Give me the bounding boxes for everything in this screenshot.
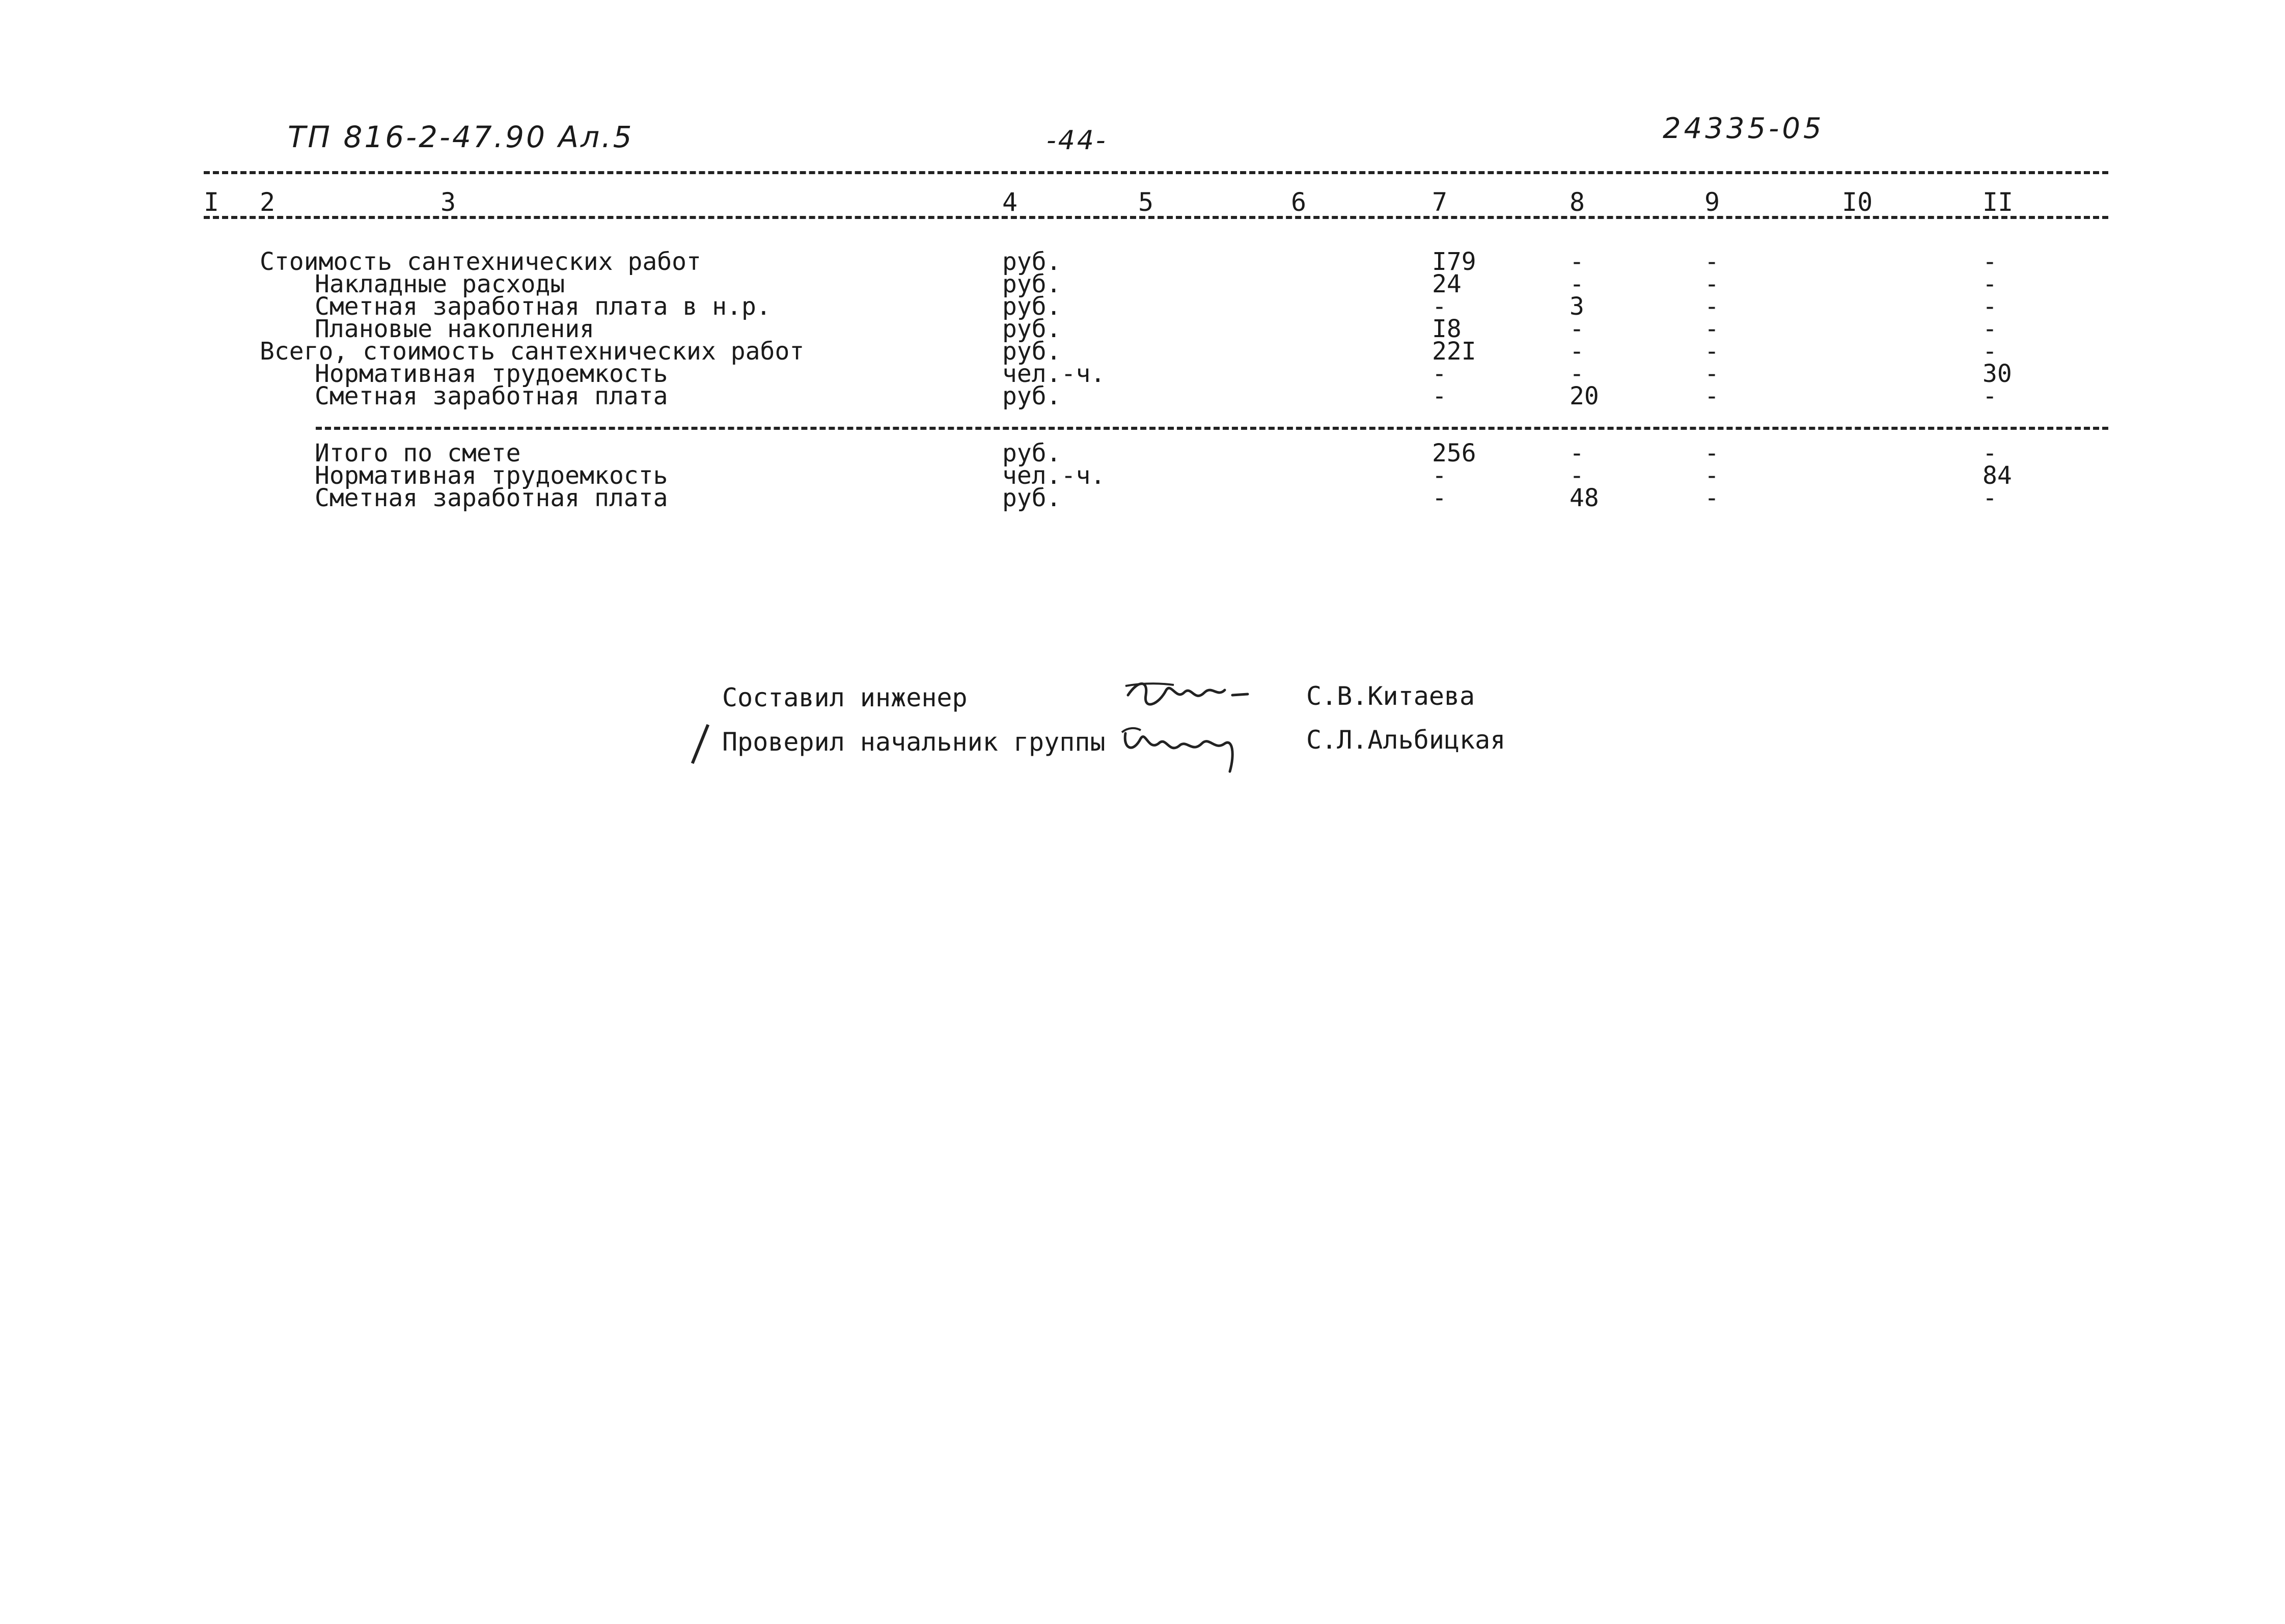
- cell-col11: -: [1983, 484, 1997, 512]
- cell-col8: -: [1570, 337, 1584, 366]
- cell-col8: -: [1570, 360, 1584, 388]
- section-dashed-rule: [316, 427, 2108, 430]
- cell-col7: I8: [1432, 315, 1462, 343]
- cell-col9: -: [1704, 247, 1719, 276]
- cell-col8: 48: [1570, 484, 1599, 512]
- cell-col9: -: [1704, 315, 1719, 343]
- row-label: Плановые накопления: [315, 315, 595, 343]
- cell-col11: -: [1983, 439, 1997, 467]
- row-label: Итого по смете: [315, 439, 521, 467]
- cell-col8: -: [1570, 439, 1584, 467]
- compiled-by-name: С.В.Китаева: [1306, 681, 1475, 711]
- cell-col11: 84: [1983, 461, 2012, 490]
- column-number-10: I0: [1842, 187, 1873, 217]
- cell-col8: 20: [1570, 382, 1599, 410]
- row-label: Сметная заработная плата: [315, 484, 668, 512]
- row-label: Стоимость сантехнических работ: [260, 247, 701, 276]
- row-unit: руб.: [1002, 382, 1061, 410]
- column-number-9: 9: [1704, 187, 1720, 217]
- column-number-5: 5: [1138, 187, 1154, 217]
- row-label: Сметная заработная плата: [315, 382, 668, 410]
- row-label: Нормативная трудоемкость: [315, 461, 668, 490]
- cell-col7: 256: [1432, 439, 1476, 467]
- row-unit: руб.: [1002, 270, 1061, 298]
- cell-col9: -: [1704, 461, 1719, 490]
- cell-col7: 22I: [1432, 337, 1476, 366]
- cell-col11: 30: [1983, 360, 2012, 388]
- row-unit: чел.-ч.: [1002, 461, 1106, 490]
- row-unit: чел.-ч.: [1002, 360, 1106, 388]
- handwritten-signature-2: [1118, 723, 1250, 784]
- cell-col7: -: [1432, 382, 1447, 410]
- cell-col8: -: [1570, 270, 1584, 298]
- cell-col8: -: [1570, 247, 1584, 276]
- header-dashed-rule: [204, 216, 2108, 219]
- column-number-11: II: [1983, 187, 2014, 217]
- row-unit: руб.: [1002, 247, 1061, 276]
- row-label: Всего, стоимость сантехнических работ: [260, 337, 805, 366]
- cell-col9: -: [1704, 337, 1719, 366]
- cell-col7: -: [1432, 461, 1447, 490]
- column-number-4: 4: [1002, 187, 1018, 217]
- compiled-by-role: Составил инженер: [722, 683, 968, 712]
- cell-col7: -: [1432, 292, 1447, 321]
- document-number: 24335-05: [1663, 112, 1825, 145]
- cell-col8: 3: [1570, 292, 1584, 321]
- column-number-8: 8: [1570, 187, 1585, 217]
- row-label: Накладные расходы: [315, 270, 565, 298]
- cell-col9: -: [1704, 270, 1719, 298]
- cell-col11: -: [1983, 292, 1997, 321]
- column-number-3: 3: [441, 187, 456, 217]
- page-number: -44-: [1047, 125, 1108, 156]
- cell-col9: -: [1704, 292, 1719, 321]
- cell-col11: -: [1983, 382, 1997, 410]
- cell-col9: -: [1704, 484, 1719, 512]
- cell-col11: -: [1983, 337, 1997, 366]
- cell-col7: 24: [1432, 270, 1462, 298]
- cell-col11: -: [1983, 315, 1997, 343]
- cell-col7: -: [1432, 360, 1447, 388]
- document-code: ТП 816-2-47.90 Ал.5: [288, 120, 634, 154]
- cell-col9: -: [1704, 382, 1719, 410]
- column-number-7: 7: [1432, 187, 1448, 217]
- column-number-2: 2: [260, 187, 276, 217]
- cell-col11: -: [1983, 270, 1997, 298]
- row-unit: руб.: [1002, 337, 1061, 366]
- cell-col9: -: [1704, 360, 1719, 388]
- cell-col8: -: [1570, 315, 1584, 343]
- cell-col11: -: [1983, 247, 1997, 276]
- slash-mark: [691, 724, 709, 764]
- column-number-6: 6: [1291, 187, 1307, 217]
- row-unit: руб.: [1002, 439, 1061, 467]
- cell-col9: -: [1704, 439, 1719, 467]
- checked-by-name: С.Л.Альбицкая: [1306, 725, 1506, 755]
- row-unit: руб.: [1002, 484, 1061, 512]
- cell-col7: I79: [1432, 247, 1476, 276]
- column-number-1: I: [204, 187, 219, 217]
- checked-by-role: Проверил начальник группы: [722, 727, 1106, 757]
- row-label: Нормативная трудоемкость: [315, 360, 668, 388]
- cell-col7: -: [1432, 484, 1447, 512]
- row-unit: руб.: [1002, 292, 1061, 321]
- row-label: Сметная заработная плата в н.р.: [315, 292, 771, 321]
- cell-col8: -: [1570, 461, 1584, 490]
- handwritten-signature-1: [1123, 675, 1255, 715]
- row-unit: руб.: [1002, 315, 1061, 343]
- top-dashed-rule: [204, 171, 2108, 174]
